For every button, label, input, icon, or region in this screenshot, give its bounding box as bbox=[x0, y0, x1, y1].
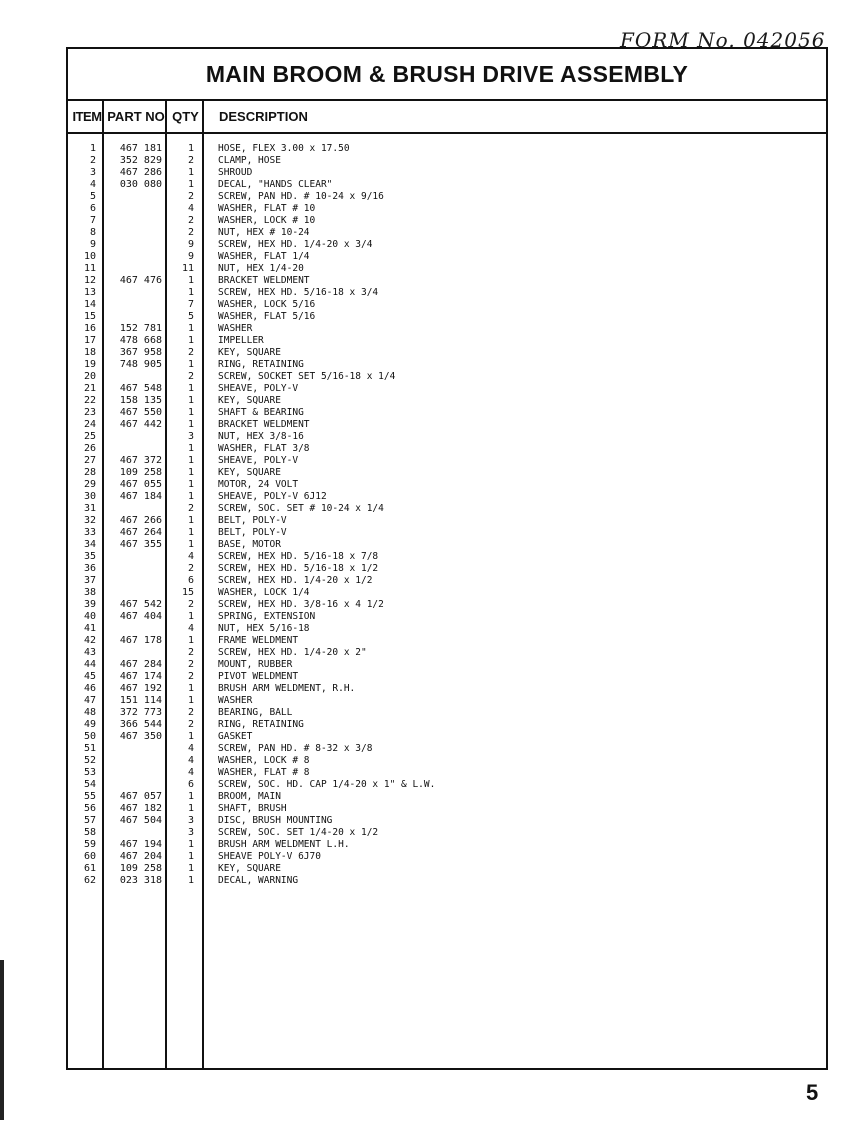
item-number: 45 bbox=[83, 671, 96, 682]
table-row bbox=[68, 215, 826, 227]
description: WASHER, FLAT 5/16 bbox=[218, 311, 316, 322]
part-number: 367 958 bbox=[119, 347, 162, 358]
description: SHEAVE, POLY-V bbox=[218, 383, 299, 394]
part-number: 467 055 bbox=[119, 479, 162, 490]
quantity: 4 bbox=[187, 623, 194, 634]
table-row bbox=[68, 335, 826, 347]
table-row bbox=[68, 503, 826, 515]
table-row bbox=[68, 203, 826, 215]
part-number: 467 182 bbox=[119, 803, 162, 814]
quantity: 1 bbox=[187, 179, 194, 190]
item-number: 10 bbox=[83, 251, 96, 262]
table-row bbox=[68, 395, 826, 407]
part-number: 478 668 bbox=[119, 335, 162, 346]
part-number: 109 258 bbox=[119, 467, 162, 478]
item-number: 24 bbox=[83, 419, 96, 430]
table-row bbox=[68, 275, 826, 287]
column-header-item: ITEM bbox=[72, 109, 102, 124]
description: RING, RETAINING bbox=[218, 359, 304, 370]
item-number: 53 bbox=[83, 767, 96, 778]
quantity: 9 bbox=[187, 251, 194, 262]
table-row bbox=[68, 815, 826, 827]
quantity: 2 bbox=[187, 599, 194, 610]
description: BASE, MOTOR bbox=[218, 539, 281, 550]
table-row bbox=[68, 455, 826, 467]
description: DECAL, WARNING bbox=[218, 875, 299, 886]
table-row bbox=[68, 731, 826, 743]
item-number: 19 bbox=[83, 359, 96, 370]
parts-list-sheet bbox=[66, 47, 828, 1070]
description: SHROUD bbox=[218, 167, 253, 178]
table-row bbox=[68, 599, 826, 611]
quantity: 1 bbox=[187, 515, 194, 526]
quantity: 6 bbox=[187, 575, 194, 586]
description: SCREW, HEX HD. 5/16-18 x 3/4 bbox=[218, 287, 379, 298]
quantity: 1 bbox=[187, 143, 194, 154]
description: SCREW, HEX HD. 3/8-16 x 4 1/2 bbox=[218, 599, 384, 610]
table-row bbox=[68, 263, 826, 275]
item-number: 37 bbox=[83, 575, 96, 586]
description: SCREW, PAN HD. # 10-24 x 9/16 bbox=[218, 191, 384, 202]
description: KEY, SQUARE bbox=[218, 467, 281, 478]
item-number: 12 bbox=[83, 275, 96, 286]
table-row bbox=[68, 851, 826, 863]
item-number: 62 bbox=[83, 875, 96, 886]
part-number: 372 773 bbox=[119, 707, 162, 718]
table-row bbox=[68, 539, 826, 551]
description: PIVOT WELDMENT bbox=[218, 671, 299, 682]
column-header-description: DESCRIPTION bbox=[219, 109, 308, 124]
description: WASHER, FLAT # 10 bbox=[218, 203, 316, 214]
description: SHEAVE POLY-V 6J70 bbox=[218, 851, 321, 862]
description: KEY, SQUARE bbox=[218, 863, 281, 874]
table-row bbox=[68, 623, 826, 635]
quantity: 4 bbox=[187, 755, 194, 766]
table-row bbox=[68, 143, 826, 155]
table-row bbox=[68, 515, 826, 527]
quantity: 1 bbox=[187, 467, 194, 478]
part-number: 467 194 bbox=[119, 839, 162, 850]
item-number: 41 bbox=[83, 623, 96, 634]
item-number: 13 bbox=[83, 287, 96, 298]
item-number: 32 bbox=[83, 515, 96, 526]
description: SPRING, EXTENSION bbox=[218, 611, 316, 622]
table-row bbox=[68, 251, 826, 263]
quantity: 1 bbox=[187, 359, 194, 370]
description: WASHER, LOCK # 8 bbox=[218, 755, 310, 766]
description: GASKET bbox=[218, 731, 253, 742]
quantity: 1 bbox=[187, 839, 194, 850]
table-row bbox=[68, 695, 826, 707]
table-row bbox=[68, 779, 826, 791]
description: WASHER, FLAT # 8 bbox=[218, 767, 310, 778]
column-header-qty: QTY bbox=[172, 109, 199, 124]
quantity: 2 bbox=[187, 671, 194, 682]
part-number: 152 781 bbox=[119, 323, 162, 334]
part-number: 151 114 bbox=[119, 695, 162, 706]
quantity: 1 bbox=[187, 875, 194, 886]
table-row bbox=[68, 431, 826, 443]
quantity: 4 bbox=[187, 767, 194, 778]
description: KEY, SQUARE bbox=[218, 347, 281, 358]
part-number: 352 829 bbox=[119, 155, 162, 166]
table-row bbox=[68, 827, 826, 839]
table-row bbox=[68, 551, 826, 563]
description: IMPELLER bbox=[218, 335, 264, 346]
description: SCREW, HEX HD. 1/4-20 x 3/4 bbox=[218, 239, 373, 250]
part-number: 467 057 bbox=[119, 791, 162, 802]
part-number: 748 905 bbox=[119, 359, 162, 370]
description: SCREW, SOCKET SET 5/16-18 x 1/4 bbox=[218, 371, 396, 382]
table-row bbox=[68, 167, 826, 179]
item-number: 8 bbox=[89, 227, 96, 238]
quantity: 1 bbox=[187, 683, 194, 694]
description: BRUSH ARM WELDMENT L.H. bbox=[218, 839, 350, 850]
item-number: 58 bbox=[83, 827, 96, 838]
quantity: 15 bbox=[181, 587, 194, 598]
description: SCREW, SOC. SET # 10-24 x 1/4 bbox=[218, 503, 384, 514]
part-number: 467 181 bbox=[119, 143, 162, 154]
quantity: 1 bbox=[187, 323, 194, 334]
quantity: 2 bbox=[187, 563, 194, 574]
part-number: 467 442 bbox=[119, 419, 162, 430]
table-row bbox=[68, 467, 826, 479]
description: SHAFT & BEARING bbox=[218, 407, 304, 418]
part-number: 467 350 bbox=[119, 731, 162, 742]
item-number: 6 bbox=[89, 203, 96, 214]
item-number: 54 bbox=[83, 779, 96, 790]
quantity: 2 bbox=[187, 719, 194, 730]
item-number: 52 bbox=[83, 755, 96, 766]
quantity: 2 bbox=[187, 707, 194, 718]
scan-edge-mark bbox=[0, 960, 4, 1120]
description: BRACKET WELDMENT bbox=[218, 419, 310, 430]
item-number: 29 bbox=[83, 479, 96, 490]
description: SCREW, HEX HD. 5/16-18 x 1/2 bbox=[218, 563, 379, 574]
item-number: 2 bbox=[89, 155, 96, 166]
item-number: 30 bbox=[83, 491, 96, 502]
part-number: 366 544 bbox=[119, 719, 162, 730]
quantity: 1 bbox=[187, 287, 194, 298]
table-row bbox=[68, 863, 826, 875]
quantity: 1 bbox=[187, 863, 194, 874]
table-row bbox=[68, 407, 826, 419]
item-number: 35 bbox=[83, 551, 96, 562]
part-number: 467 476 bbox=[119, 275, 162, 286]
item-number: 17 bbox=[83, 335, 96, 346]
item-number: 47 bbox=[83, 695, 96, 706]
item-number: 9 bbox=[89, 239, 96, 250]
item-number: 4 bbox=[89, 179, 96, 190]
table-row bbox=[68, 647, 826, 659]
quantity: 1 bbox=[187, 695, 194, 706]
quantity: 4 bbox=[187, 203, 194, 214]
item-number: 15 bbox=[83, 311, 96, 322]
description: WASHER bbox=[218, 323, 253, 334]
table-row bbox=[68, 875, 826, 887]
table-row bbox=[68, 839, 826, 851]
item-number: 25 bbox=[83, 431, 96, 442]
table-row bbox=[68, 635, 826, 647]
quantity: 3 bbox=[187, 431, 194, 442]
table-row bbox=[68, 371, 826, 383]
item-number: 56 bbox=[83, 803, 96, 814]
part-number: 467 266 bbox=[119, 515, 162, 526]
part-number: 158 135 bbox=[119, 395, 162, 406]
item-number: 11 bbox=[83, 263, 96, 274]
description: DECAL, "HANDS CLEAR" bbox=[218, 179, 333, 190]
quantity: 3 bbox=[187, 827, 194, 838]
quantity: 1 bbox=[187, 335, 194, 346]
quantity: 2 bbox=[187, 347, 194, 358]
description: FRAME WELDMENT bbox=[218, 635, 299, 646]
quantity: 2 bbox=[187, 371, 194, 382]
description: CLAMP, HOSE bbox=[218, 155, 281, 166]
quantity: 1 bbox=[187, 539, 194, 550]
table-row bbox=[68, 707, 826, 719]
item-number: 7 bbox=[89, 215, 96, 226]
item-number: 28 bbox=[83, 467, 96, 478]
table-row bbox=[68, 419, 826, 431]
table-row bbox=[68, 527, 826, 539]
table-row bbox=[68, 191, 826, 203]
description: WASHER, LOCK 5/16 bbox=[218, 299, 316, 310]
table-row bbox=[68, 383, 826, 395]
part-number: 467 264 bbox=[119, 527, 162, 538]
quantity: 1 bbox=[187, 851, 194, 862]
item-number: 23 bbox=[83, 407, 96, 418]
part-number: 467 404 bbox=[119, 611, 162, 622]
table-row bbox=[68, 227, 826, 239]
item-number: 51 bbox=[83, 743, 96, 754]
table-row bbox=[68, 179, 826, 191]
table-row bbox=[68, 359, 826, 371]
part-number: 467 542 bbox=[119, 599, 162, 610]
description: SCREW, HEX HD. 5/16-18 x 7/8 bbox=[218, 551, 379, 562]
description: SCREW, SOC. SET 1/4-20 x 1/2 bbox=[218, 827, 379, 838]
item-number: 3 bbox=[89, 167, 96, 178]
part-number: 109 258 bbox=[119, 863, 162, 874]
item-number: 55 bbox=[83, 791, 96, 802]
item-number: 5 bbox=[89, 191, 96, 202]
quantity: 1 bbox=[187, 167, 194, 178]
table-row bbox=[68, 767, 826, 779]
form-number: FORM No. 042056 bbox=[620, 28, 826, 52]
table-row bbox=[68, 575, 826, 587]
description: SCREW, PAN HD. # 8-32 x 3/8 bbox=[218, 743, 373, 754]
item-number: 50 bbox=[83, 731, 96, 742]
item-number: 16 bbox=[83, 323, 96, 334]
table-row bbox=[68, 311, 826, 323]
description: BELT, POLY-V bbox=[218, 527, 287, 538]
quantity: 2 bbox=[187, 659, 194, 670]
description: WASHER bbox=[218, 695, 253, 706]
item-number: 26 bbox=[83, 443, 96, 454]
table-row bbox=[68, 743, 826, 755]
parts-table-body bbox=[68, 143, 826, 887]
quantity: 1 bbox=[187, 395, 194, 406]
description: WASHER, LOCK # 10 bbox=[218, 215, 316, 226]
item-number: 20 bbox=[83, 371, 96, 382]
item-number: 57 bbox=[83, 815, 96, 826]
quantity: 4 bbox=[187, 743, 194, 754]
quantity: 2 bbox=[187, 503, 194, 514]
table-row bbox=[68, 587, 826, 599]
item-number: 31 bbox=[83, 503, 96, 514]
quantity: 4 bbox=[187, 551, 194, 562]
quantity: 1 bbox=[187, 791, 194, 802]
part-number: 023 318 bbox=[119, 875, 162, 886]
part-number: 030 080 bbox=[119, 179, 162, 190]
description: SHEAVE, POLY-V 6J12 bbox=[218, 491, 327, 502]
description: MOUNT, RUBBER bbox=[218, 659, 293, 670]
quantity: 1 bbox=[187, 407, 194, 418]
item-number: 38 bbox=[83, 587, 96, 598]
item-number: 18 bbox=[83, 347, 96, 358]
quantity: 5 bbox=[187, 311, 194, 322]
item-number: 14 bbox=[83, 299, 96, 310]
quantity: 11 bbox=[181, 263, 194, 274]
table-row bbox=[68, 323, 826, 335]
description: SCREW, HEX HD. 1/4-20 x 2" bbox=[218, 647, 367, 658]
item-number: 48 bbox=[83, 707, 96, 718]
table-row bbox=[68, 791, 826, 803]
table-row bbox=[68, 491, 826, 503]
quantity: 2 bbox=[187, 227, 194, 238]
quantity: 1 bbox=[187, 275, 194, 286]
part-number: 467 504 bbox=[119, 815, 162, 826]
item-number: 46 bbox=[83, 683, 96, 694]
description: SCREW, SOC. HD. CAP 1/4-20 x 1" & L.W. bbox=[218, 779, 436, 790]
item-number: 43 bbox=[83, 647, 96, 658]
description: KEY, SQUARE bbox=[218, 395, 281, 406]
description: BRACKET WELDMENT bbox=[218, 275, 310, 286]
table-row bbox=[68, 683, 826, 695]
item-number: 59 bbox=[83, 839, 96, 850]
description: DISC, BRUSH MOUNTING bbox=[218, 815, 333, 826]
description: RING, RETAINING bbox=[218, 719, 304, 730]
item-number: 22 bbox=[83, 395, 96, 406]
quantity: 1 bbox=[187, 383, 194, 394]
column-header-part-no: PART NO bbox=[107, 109, 165, 124]
table-header bbox=[68, 101, 826, 134]
item-number: 34 bbox=[83, 539, 96, 550]
table-row bbox=[68, 299, 826, 311]
quantity: 1 bbox=[187, 491, 194, 502]
part-number: 467 550 bbox=[119, 407, 162, 418]
item-number: 36 bbox=[83, 563, 96, 574]
table-row bbox=[68, 563, 826, 575]
part-number: 467 286 bbox=[119, 167, 162, 178]
description: SCREW, HEX HD. 1/4-20 x 1/2 bbox=[218, 575, 373, 586]
table-row bbox=[68, 155, 826, 167]
table-row bbox=[68, 443, 826, 455]
item-number: 60 bbox=[83, 851, 96, 862]
description: BEARING, BALL bbox=[218, 707, 293, 718]
quantity: 3 bbox=[187, 815, 194, 826]
table-row bbox=[68, 719, 826, 731]
quantity: 6 bbox=[187, 779, 194, 790]
item-number: 44 bbox=[83, 659, 96, 670]
part-number: 467 184 bbox=[119, 491, 162, 502]
description: NUT, HEX 3/8-16 bbox=[218, 431, 304, 442]
item-number: 33 bbox=[83, 527, 96, 538]
part-number: 467 284 bbox=[119, 659, 162, 670]
description: MOTOR, 24 VOLT bbox=[218, 479, 299, 490]
quantity: 2 bbox=[187, 215, 194, 226]
part-number: 467 178 bbox=[119, 635, 162, 646]
part-number: 467 174 bbox=[119, 671, 162, 682]
part-number: 467 204 bbox=[119, 851, 162, 862]
table-row bbox=[68, 287, 826, 299]
item-number: 42 bbox=[83, 635, 96, 646]
description: WASHER, FLAT 3/8 bbox=[218, 443, 310, 454]
table-row bbox=[68, 479, 826, 491]
part-number: 467 355 bbox=[119, 539, 162, 550]
table-row bbox=[68, 803, 826, 815]
table-row bbox=[68, 671, 826, 683]
quantity: 1 bbox=[187, 635, 194, 646]
table-row bbox=[68, 659, 826, 671]
table-row bbox=[68, 239, 826, 251]
item-number: 40 bbox=[83, 611, 96, 622]
quantity: 1 bbox=[187, 455, 194, 466]
table-row bbox=[68, 755, 826, 767]
description: HOSE, FLEX 3.00 x 17.50 bbox=[218, 143, 350, 154]
description: BROOM, MAIN bbox=[218, 791, 281, 802]
item-number: 1 bbox=[89, 143, 96, 154]
page-title: MAIN BROOM & BRUSH DRIVE ASSEMBLY bbox=[68, 49, 826, 101]
quantity: 1 bbox=[187, 611, 194, 622]
item-number: 39 bbox=[83, 599, 96, 610]
item-number: 49 bbox=[83, 719, 96, 730]
description: SHAFT, BRUSH bbox=[218, 803, 287, 814]
quantity: 9 bbox=[187, 239, 194, 250]
part-number: 467 192 bbox=[119, 683, 162, 694]
quantity: 2 bbox=[187, 647, 194, 658]
part-number: 467 372 bbox=[119, 455, 162, 466]
description: SHEAVE, POLY-V bbox=[218, 455, 299, 466]
part-number: 467 548 bbox=[119, 383, 162, 394]
quantity: 1 bbox=[187, 443, 194, 454]
description: BELT, POLY-V bbox=[218, 515, 287, 526]
description: WASHER, LOCK 1/4 bbox=[218, 587, 310, 598]
description: NUT, HEX # 10-24 bbox=[218, 227, 310, 238]
quantity: 2 bbox=[187, 191, 194, 202]
description: NUT, HEX 5/16-18 bbox=[218, 623, 310, 634]
table-row bbox=[68, 347, 826, 359]
quantity: 1 bbox=[187, 419, 194, 430]
table-row bbox=[68, 611, 826, 623]
quantity: 1 bbox=[187, 731, 194, 742]
quantity: 1 bbox=[187, 479, 194, 490]
quantity: 2 bbox=[187, 155, 194, 166]
quantity: 1 bbox=[187, 803, 194, 814]
page-number: 5 bbox=[806, 1080, 819, 1105]
item-number: 27 bbox=[83, 455, 96, 466]
quantity: 1 bbox=[187, 527, 194, 538]
description: NUT, HEX 1/4-20 bbox=[218, 263, 304, 274]
item-number: 61 bbox=[83, 863, 96, 874]
description: BRUSH ARM WELDMENT, R.H. bbox=[218, 683, 356, 694]
quantity: 7 bbox=[187, 299, 194, 310]
description: WASHER, FLAT 1/4 bbox=[218, 251, 310, 262]
item-number: 21 bbox=[83, 383, 96, 394]
